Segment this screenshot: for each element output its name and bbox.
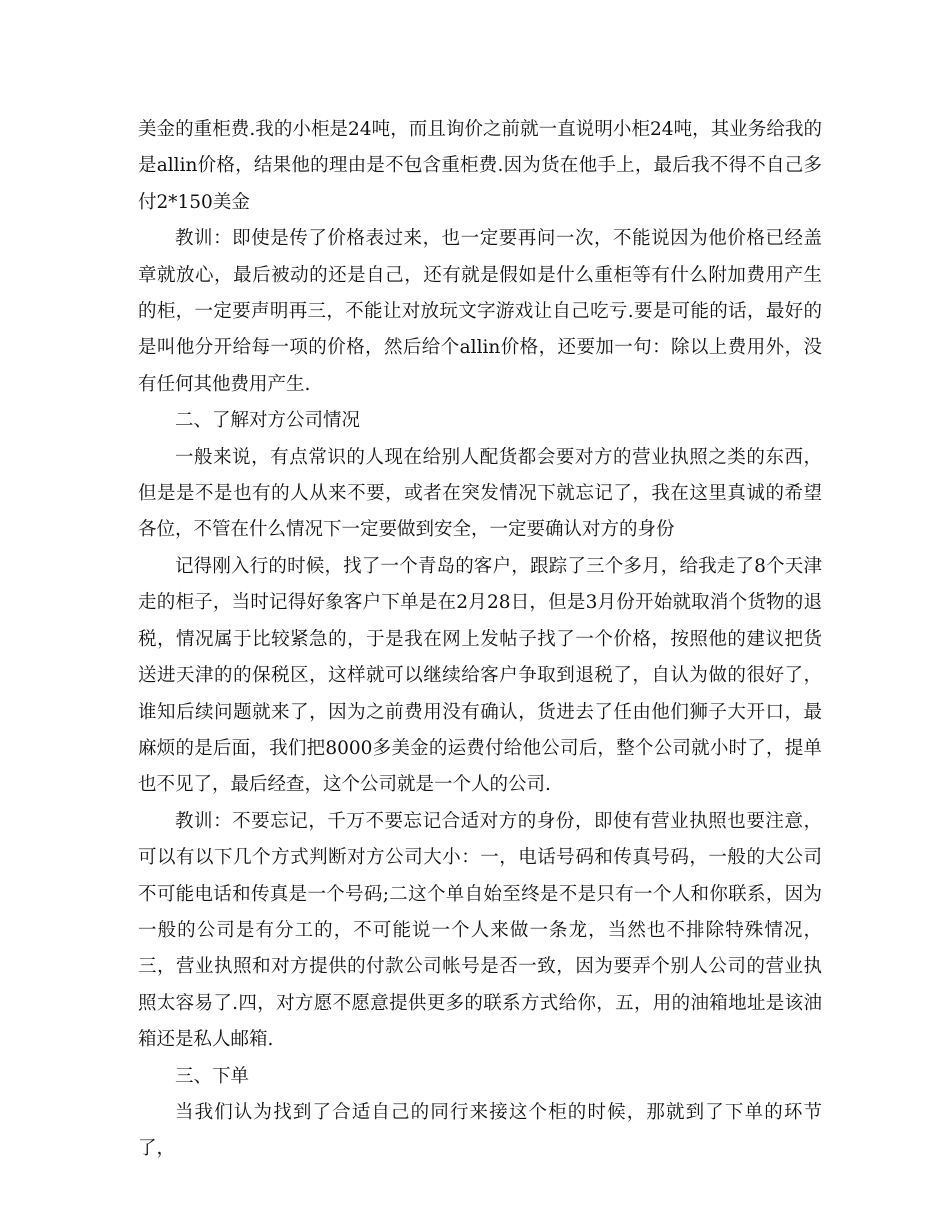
document-body [138,112,822,1168]
paragraph-lesson-identity: 教训：不要忘记，千万不要忘记合适对方的身份，即使有营业执照也要注意，可以有以下几个方式判断对方公司大小：一，电话号码和传真号码，一般的大公司不可能电话和传真是一个号码;二这个单自始至终是不是只有一个人和你联系，因为一般的公司是有分工的，不可能说一个人来做一条龙，当然也不排除特殊情况，三，营业执照和对方提供的付款公司帐号是否一致，因为要弄个别人公司的营业执照太容易了.四，对方愿不愿意提供更多的联系方式给你，五，用的油箱地址是该油箱还是私人邮箱. [138,810,822,1051]
paragraph-qingdao-client-story: 记得刚入行的时候，找了一个青岛的客户，跟踪了三个多月，给我走了8个天津走的柜子，当时记得好象客户下单是在2月28日，但是3月份开始就取消个货物的退税，情况属于比较紧急的，于是我在网上发帖子找了一个价格，按照他的建议把货送进天津的的保税区，这样就可以继续给客户争取到退税了，自认为做的很好了，谁知后续问题就来了，因为之前费用没有确认，货进去了任由他们狮子大开口，最麻烦的是后面，我们把8000多美金的运费付给他公司后，整个公司就小时了，提单也不见了，最后经查，这个公司就是一个人的公司. [138,555,822,796]
paragraph-lesson-price-confirmation: 教训：即使是传了价格表过来，也一定要再问一次，不能说因为他价格已经盖章就放心，最后被动的还是自己，还有就是假如是什么重柜等有什么附加费用产生的柜，一定要声明再三，不能让对放玩文字游戏让自己吃亏.要是可能的话，最好的是叫他分开给每一项的价格，然后给个allin价格，还要加一句：除以上费用外，没有任何其他费用产生. [138,228,822,395]
paragraph-order-intro: 当我们认为找到了合适自己的同行来接这个柜的时候，那就到了下单的环节了， [138,1101,822,1160]
section-heading-company-check: 二、了解对方公司情况 [175,410,361,432]
paragraph-business-license: 一般来说，有点常识的人现在给别人配货都会要对方的营业执照之类的东西，但是是不是也有的人从来不要，或者在突发情况下就忘记了，我在这里真诚的希望各位，不管在什么情况下一定要做到安全，一定要确认对方的身份 [138,446,822,541]
section-heading-place-order: 三、下单 [175,1065,250,1087]
paragraph-heavy-container-fee: 美金的重柜费.我的小柜是24吨，而且询价之前就一直说明小柜24吨，其业务给我的是allin价格，结果他的理由是不包含重柜费.因为货在他手上，最后我不得不自己多付2*150美金 [138,119,822,213]
